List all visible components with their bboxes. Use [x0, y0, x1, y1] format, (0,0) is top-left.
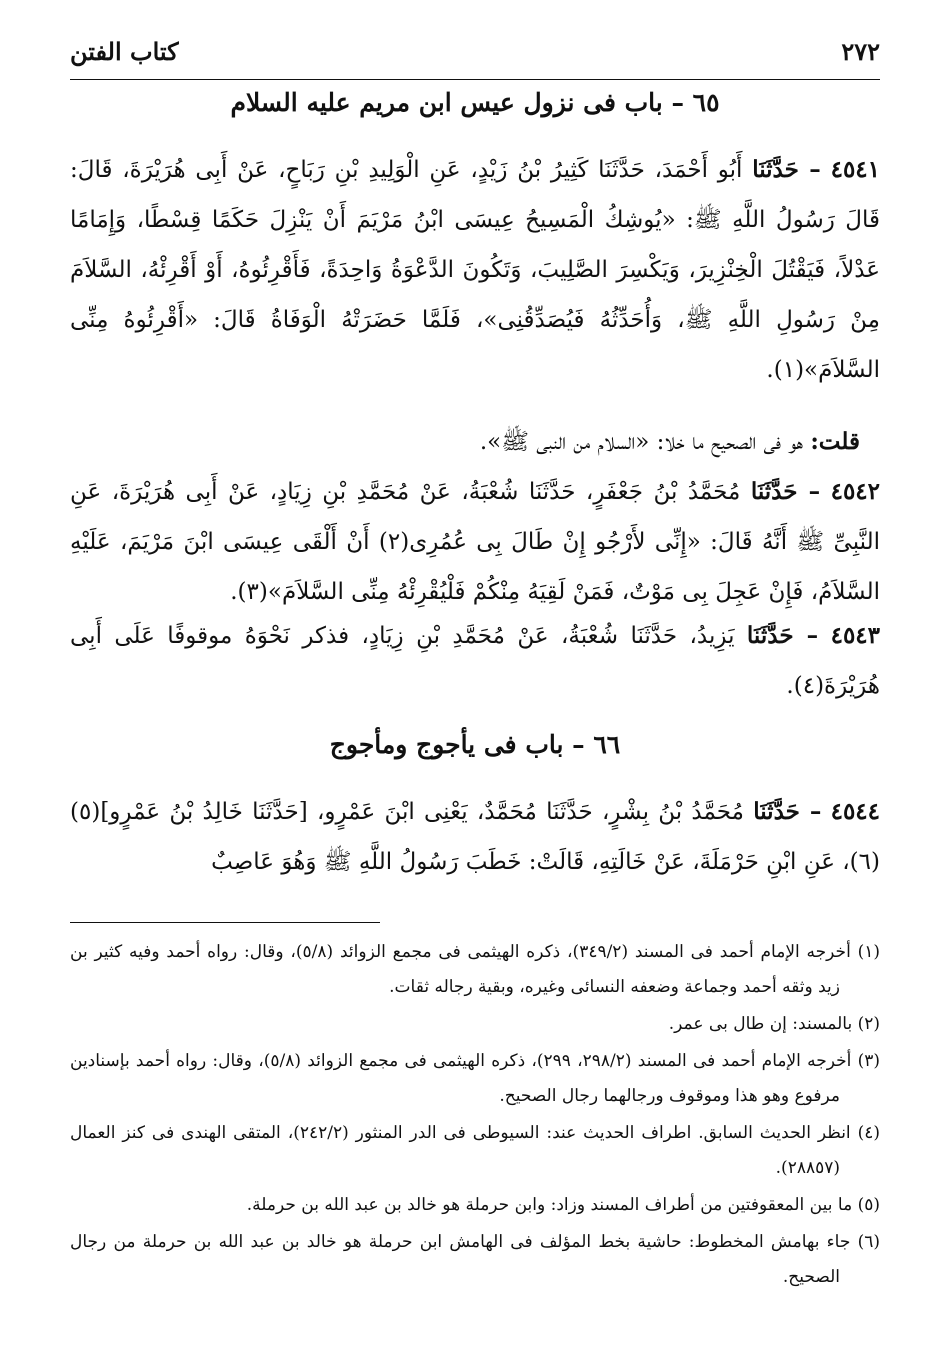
qult-label: قلت:	[810, 428, 860, 455]
chapter-heading-66: ٦٦ – باب فى يأجوج ومأجوج	[329, 730, 621, 759]
footnote-2: (٢) بالمسند: إن طال بى عمر.	[668, 1014, 880, 1034]
hadith-opener: حَدَّثَنَا	[750, 478, 798, 505]
header-rule	[70, 79, 880, 80]
hadith-opener: حَدَّثَنَا	[746, 622, 794, 649]
hadith-opener: حَدَّثَنَا	[752, 156, 799, 183]
hadith-4542: ٤٥٤٢ – حَدَّثَنَا مُحَمَّدُ بْنُ جَعْفَرٍ، حَدَّثَنَا شُعْبَةُ، عَنْ مُحَمَّدِ بْنِ زِيَادٍ، عَنْ أَبِى هُرَيْرَةَ، عَنِ النَّبِىِّ ﷺ أَنَّهُ قَالَ: «إِنِّى لأَرْجُو إِنْ طَالَ بِى عُمُرِى(٢) أَنْ أَلْقَى عِيسَى ابْنَ مَرْيَمَ، عَلَيْهِ السَّلاَمُ، فَإِنْ عَجِلَ بِى مَوْتٌ، فَمَنْ لَقِيَهُ مِنْكُمْ فَلْيُقْرِئْهُ مِنِّى السَّلاَمَ»(٣).	[70, 478, 881, 605]
page-number: ٢٧٢	[841, 37, 880, 66]
footnote-6: (٦) جاء بهامش المخطوط: حاشية بخط المؤلف فى الهامش ابن حرملة هو خالد بن عبد الله بن حرملة من رجال الصحيح.	[70, 1232, 880, 1287]
footnote-3: (٣) أخرجه الإمام أحمد فى المسند (٢٩٨/٢، ٢٩٩)، ذكره الهيثمى فى مجمع الزوائد (٥/٨)، وقال: رواه أحمد بإسنادين مرفوع وهو هذا وموقوف ورجالهما رجال الصحيح.	[70, 1051, 881, 1106]
hadith-text: يَزِيدُ، حَدَّثَنَا شُعْبَةُ، عَنْ مُحَمَّدِ بْنِ زِيَادٍ، فذكر نَحْوَهُ موقوفًا عَلَى أَبِى هُرَيْرَةَ(٤).	[70, 623, 880, 699]
book-page	[70, 25, 880, 1335]
page-header	[70, 33, 880, 73]
footnote-4: (٤) انظر الحديث السابق. اطراف الحديث عند: السيوطى فى الدر المنثور (٢٤٢/٢)، المتقى الهندى فى كنز العمال (٢٨٨٥٧).	[70, 1123, 880, 1178]
footnote-1: (١) أخرجه الإمام أحمد فى المسند (٣٤٩/٢)، ذكره الهيثمى فى مجمع الزوائد (٥/٨)، وقال: رواه أحمد وفيه كثير بن زيد وثقه أحمد وجماعة وضعفه النسائى وغيره، وبقية رجاله ثقات.	[70, 942, 881, 997]
footnote-rule	[70, 922, 380, 923]
hadith-text: أَبُو أَحْمَدَ، حَدَّثَنَا كَثِيرُ بْنُ زَيْدٍ، عَنِ الْوَلِيدِ بْنِ رَبَاحٍ، عَنْ أَبِى هُرَيْرَةَ، قَالَ: قَالَ رَسُولُ اللَّهِ ﷺ: «يُوشِكُ الْمَسِيحُ عِيسَى ابْنُ مَرْيَمَ أَنْ يَنْزِلَ حَكَمًا قِسْطًا، وَإِمَامًا عَدْلاً، فَيَقْتُلَ الْخِنْزِيرَ، وَيَكْسِرَ الصَّلِيبَ، وَتَكُونَ الدَّعْوَةُ وَاحِدَةً، فَأَقْرِئُوهُ، أَوْ أَقْرِئْهُ، السَّلاَمَ مِنْ رَسُولِ اللَّهِ ﷺ، وَأُحَدِّثُهُ فَيُصَدِّقُنِى»، فَلَمَّا حَضَرَتْهُ الْوَفَاةُ قَالَ: «أَقْرِئُوهُ مِنِّى السَّلاَمَ»(١).	[70, 157, 880, 383]
footnote-5: (٥) ما بين المعقوفتين من أطراف المسند وزاد: وابن حرملة هو خالد بن عبد الله بن حرملة.	[246, 1195, 880, 1215]
hadith-number: ٤٥٤٤	[830, 798, 881, 825]
hadith-4543: ٤٥٤٣ – حَدَّثَنَا يَزِيدُ، حَدَّثَنَا شُعْبَةُ، عَنْ مُحَمَّدِ بْنِ زِيَادٍ، فذكر نَحْوَهُ موقوفًا عَلَى أَبِى هُرَيْرَةَ(٤).	[70, 622, 881, 699]
hadith-opener: حَدَّثَنَا	[753, 798, 800, 825]
qult-text: هو فى الصحيح ما خلا: «السلام من النبى ﷺ».	[479, 429, 803, 455]
hadith-4544: ٤٥٤٤ – حَدَّثَنَا مُحَمَّدُ بْنُ بِشْرٍ، حَدَّثَنَا مُحَمَّدٌ، يَعْنِى ابْنَ عَمْرٍو، [حَدَّثَنَا خَالِدُ بْنُ عَمْرٍو](٥)(٦)، عَنِ ابْنِ حَرْمَلَةَ، عَنْ خَالَتِهِ، قَالَتْ: خَطَبَ رَسُولُ اللَّهِ ﷺ وَهُوَ عَاصِبٌ	[70, 798, 881, 875]
hadith-number: ٤٥٤٢	[830, 478, 881, 505]
footnotes	[70, 935, 880, 1297]
hadith-text: مُحَمَّدُ بْنُ بِشْرٍ، حَدَّثَنَا مُحَمَّدٌ، يَعْنِى ابْنَ عَمْرٍو، [حَدَّثَنَا خَالِدُ بْنُ عَمْرٍو](٥)(٦)، عَنِ ابْنِ حَرْمَلَةَ، عَنْ خَالَتِهِ، قَالَتْ: خَطَبَ رَسُولُ اللَّهِ ﷺ وَهُوَ عَاصِبٌ	[70, 799, 880, 875]
hadith-number: ٤٥٤١	[830, 156, 881, 183]
chapter-heading-65: ٦٥ – باب فى نزول عيس ابن مريم عليه السلام	[230, 88, 720, 117]
hadith-number: ٤٥٤٣	[830, 622, 881, 649]
hadith-text: مُحَمَّدُ بْنُ جَعْفَرٍ، حَدَّثَنَا شُعْبَةُ، عَنْ مُحَمَّدِ بْنِ زِيَادٍ، عَنْ أَبِى هُرَيْرَةَ، عَنِ النَّبِىِّ ﷺ أَنَّهُ قَالَ: «إِنِّى لأَرْجُو إِنْ طَالَ بِى عُمُرِى(٢) أَنْ أَلْقَى عِيسَى ابْنَ مَرْيَمَ، عَلَيْهِ السَّلاَمُ، فَإِنْ عَجِلَ بِى مَوْتٌ، فَمَنْ لَقِيَهُ مِنْكُمْ فَلْيُقْرِئْهُ مِنِّى السَّلاَمَ»(٣).	[70, 479, 880, 605]
book-title: كتاب الفتن	[70, 37, 179, 66]
qult-note	[70, 417, 880, 467]
hadith-4541: ٤٥٤١ – حَدَّثَنَا أَبُو أَحْمَدَ، حَدَّثَنَا كَثِيرُ بْنُ زَيْدٍ، عَنِ الْوَلِيدِ بْنِ رَبَاحٍ، عَنْ أَبِى هُرَيْرَةَ، قَالَ: قَالَ رَسُولُ اللَّهِ ﷺ: «يُوشِكُ الْمَسِيحُ عِيسَى ابْنُ مَرْيَمَ أَنْ يَنْزِلَ حَكَمًا قِسْطًا، وَإِمَامًا عَدْلاً، فَيَقْتُلَ الْخِنْزِيرَ، وَيَكْسِرَ الصَّلِيبَ، وَتَكُونَ الدَّعْوَةُ وَاحِدَةً، فَأَقْرِئُوهُ، أَوْ أَقْرِئْهُ، السَّلاَمَ مِنْ رَسُولِ اللَّهِ ﷺ، وَأُحَدِّثُهُ فَيُصَدِّقُنِى»، فَلَمَّا حَضَرَتْهُ الْوَفَاةُ قَالَ: «أَقْرِئُوهُ مِنِّى السَّلاَمَ»(١).	[70, 156, 881, 383]
